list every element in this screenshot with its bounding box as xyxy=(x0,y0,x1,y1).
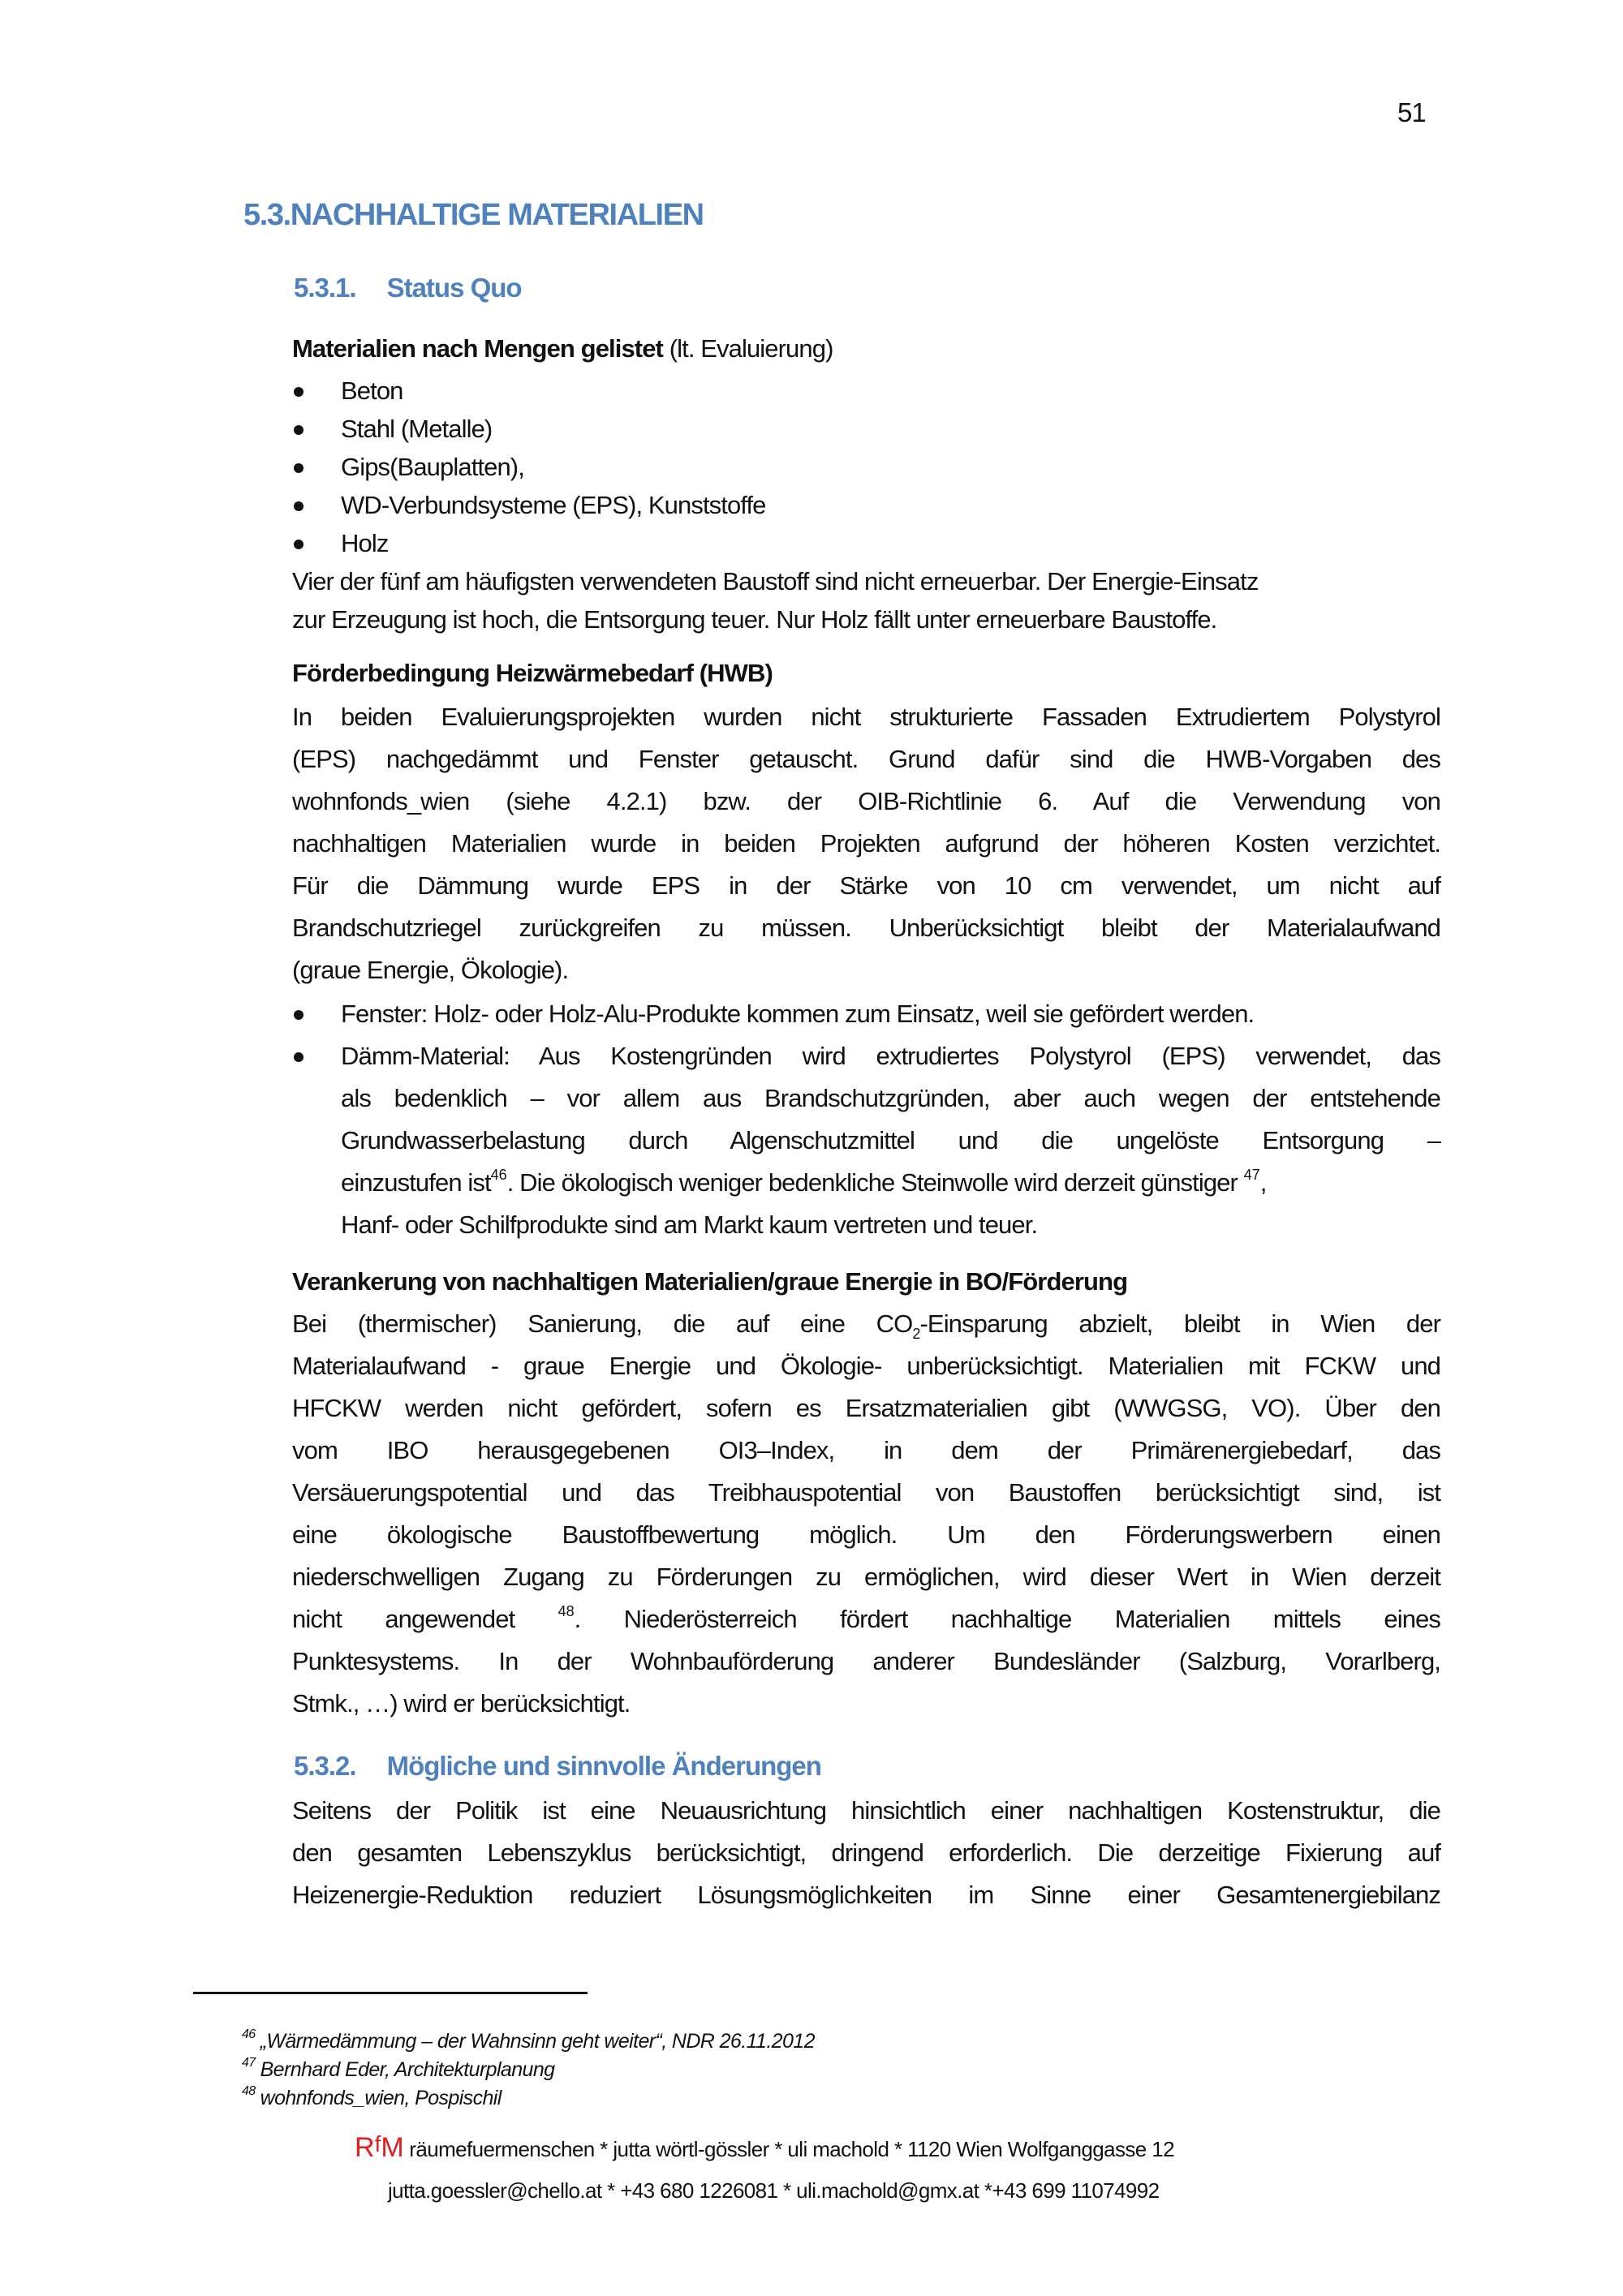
section-title: NACHHALTIGE MATERIALIEN xyxy=(290,198,704,232)
footer-contact-line: jutta.goessler@chello.at * +43 680 1226081 * uli.machold@gmx.at *+43 699 11074992 xyxy=(388,2178,1160,2203)
hwb-heading: Förderbedingung Heizwärmebedarf (HWB) xyxy=(292,659,773,687)
list-item: Gips(Bauplatten), xyxy=(341,453,524,481)
paragraph-line: eine ökologische Baustoffbewertung möglich. Um den Förderungswerbern einen xyxy=(292,1520,1440,1549)
subsection-heading-status-quo xyxy=(294,273,522,303)
footer-address-line xyxy=(355,2132,1174,2164)
text-run: . Niederösterreich fördert nachhaltige Materialien mittels eines xyxy=(574,1605,1440,1633)
footnote-separator xyxy=(193,1992,588,1994)
list-item-daemm-line: als bedenklich – vor allem aus Brandschutzgründen, aber auch wegen der entstehende xyxy=(341,1084,1440,1112)
text-run: -Einsparung abzielt, bleibt in Wien der xyxy=(919,1309,1440,1338)
list-item-daemm-line xyxy=(341,1167,1266,1202)
subsection-number: 5.3.1. xyxy=(294,273,356,303)
logo-m: M xyxy=(381,2132,404,2163)
page-number: 51 xyxy=(1397,97,1426,127)
subsection-title: Mögliche und sinnvolle Änderungen xyxy=(386,1751,821,1781)
list-item: WD-Verbundsysteme (EPS), Kunststoffe xyxy=(341,491,766,519)
bullet-icon xyxy=(294,1010,304,1020)
footnote-text: wohnfonds_wien, Pospischil xyxy=(260,2087,502,2109)
paragraph-line: Für die Dämmung wurde EPS in der Stärke von 10 cm verwendet, um nicht auf xyxy=(292,871,1440,900)
subscript: 2 xyxy=(912,1326,920,1342)
paragraph-line: Versäuerungspotential und das Treibhauspotential von Baustoffen berücksichtigt sind, ist xyxy=(292,1478,1440,1507)
list-item-fenster: Fenster: Holz- oder Holz-Alu-Produkte kommen zum Einsatz, weil sie gefördert werden. xyxy=(341,1000,1255,1028)
footnote-46 xyxy=(242,2027,815,2053)
paragraph-line: Materialaufwand - graue Energie und Ökologie- unberücksichtigt. Materialien mit FCKW und xyxy=(292,1352,1440,1380)
paragraph-line: vom IBO herausgegebenen OI3–Index, in dem der Primärenergiebedarf, das xyxy=(292,1436,1440,1464)
materials-heading-note: (lt. Evaluierung) xyxy=(662,334,833,363)
footnote-ref-46[interactable]: 46 xyxy=(490,1167,507,1183)
footnote-text: „Wärmedämmung – der Wahnsinn geht weiter“, NDR 26.11.2012 xyxy=(260,2030,815,2053)
text-run: . Die ökologisch weniger bedenkliche Steinwolle wird derzeit günstiger xyxy=(506,1168,1244,1197)
footnote-ref-48[interactable]: 48 xyxy=(558,1603,575,1619)
paragraph-line: Punktesystems. In der Wohnbauförderung anderer Bundesländer (Salzburg, Vorarlberg, xyxy=(292,1647,1440,1675)
footnote-number: 46 xyxy=(242,2027,256,2041)
footnote-47 xyxy=(242,2058,554,2082)
list-item-daemm-line: Grundwasserbelastung durch Algenschutzmittel und die ungelöste Entsorgung – xyxy=(341,1126,1440,1154)
materials-heading xyxy=(292,333,833,365)
company-logo xyxy=(355,2132,404,2163)
list-item-daemm-line: Hanf- oder Schilfprodukte sind am Markt kaum vertreten und teuer. xyxy=(341,1210,1038,1239)
paragraph-line: wohnfonds_wien (siehe 4.2.1) bzw. der OIB-Richtlinie 6. Auf die Verwendung von xyxy=(292,787,1440,815)
list-item-daemm-line: Dämm-Material: Aus Kostengründen wird extrudiertes Polystyrol (EPS) verwendet, das xyxy=(341,1042,1440,1070)
list-item: Stahl (Metalle) xyxy=(341,415,493,443)
paragraph-line xyxy=(292,1603,1440,1639)
paragraph-line: Heizenergie-Reduktion reduziert Lösungsmöglichkeiten im Sinne einer Gesamtenergiebilanz xyxy=(292,1881,1440,1909)
bullet-icon xyxy=(294,540,304,549)
text-run: einzustufen ist xyxy=(341,1168,491,1197)
materials-heading-bold: Materialien nach Mengen gelistet xyxy=(292,334,663,363)
paragraph-line: In beiden Evaluierungsprojekten wurden nicht strukturierte Fassaden Extrudiertem Polystyrol xyxy=(292,703,1440,731)
bullet-icon xyxy=(294,425,304,435)
footnote-text: Bernhard Eder, Architekturplanung xyxy=(260,2058,555,2081)
paragraph-line: zur Erzeugung ist hoch, die Entsorgung teuer. Nur Holz fällt unter erneuerbare Baustoffe. xyxy=(292,605,1217,634)
section-heading xyxy=(243,198,704,233)
bo-heading: Verankerung von nachhaltigen Materialien/graue Energie in BO/Förderung xyxy=(292,1267,1128,1296)
footer-address: räumefuermenschen * jutta wörtl-gössler * uli machold * 1120 Wien Wolfganggasse 12 xyxy=(403,2137,1174,2161)
paragraph-line: (graue Energie, Ökologie). xyxy=(292,956,569,984)
bullet-icon xyxy=(294,1052,304,1062)
paragraph-line: Seitens der Politik ist eine Neuausrichtung hinsichtlich einer nachhaltigen Kostenstruktur, die xyxy=(292,1796,1440,1825)
text-run: , xyxy=(1259,1168,1267,1197)
subsection-number: 5.3.2. xyxy=(294,1751,356,1781)
bullet-icon xyxy=(294,501,304,511)
list-item: Holz xyxy=(341,529,389,557)
paragraph-line xyxy=(292,1308,1440,1344)
bullet-icon xyxy=(294,463,304,473)
footnote-ref-47[interactable]: 47 xyxy=(1243,1167,1260,1183)
list-item: Beton xyxy=(341,376,403,405)
footnote-number: 47 xyxy=(242,2056,256,2070)
bullet-icon xyxy=(294,387,304,397)
paragraph-line: HFCKW werden nicht gefördert, sofern es Ersatzmaterialien gibt (WWGSG, VO). Über den xyxy=(292,1394,1440,1422)
subsection-title: Status Quo xyxy=(386,273,522,303)
paragraph-line: Brandschutzriegel zurückgreifen zu müssen. Unberücksichtigt bleibt der Materialaufwand xyxy=(292,914,1440,942)
footnote-48 xyxy=(242,2084,502,2110)
paragraph-line: den gesamten Lebenszyklus berücksichtigt, dringend erforderlich. Die derzeitige Fixierung auf xyxy=(292,1838,1440,1867)
paragraph-line: niederschwelligen Zugang zu Förderungen zu ermöglichen, wird dieser Wert in Wien derzeit xyxy=(292,1563,1440,1591)
paragraph-line: nachhaltigen Materialien wurde in beiden Projekten aufgrund der höheren Kosten verzichtet. xyxy=(292,829,1440,858)
logo-f: f xyxy=(374,2131,381,2156)
footnote-number: 48 xyxy=(242,2084,256,2098)
text-run: nicht angewendet xyxy=(292,1605,515,1633)
logo-r: R xyxy=(355,2132,375,2163)
paragraph-line: (EPS) nachgedämmt und Fenster getauscht. Grund dafür sind die HWB-Vorgaben des xyxy=(292,745,1440,773)
paragraph-line: Vier der fünf am häufigsten verwendeten Baustoff sind nicht erneuerbar. Der Energie-Einsatz xyxy=(292,567,1259,595)
paragraph-line: Stmk., …) wird er berücksichtigt. xyxy=(292,1689,631,1718)
section-number: 5.3. xyxy=(243,198,291,232)
text-run: Bei (thermischer) Sanierung, die auf eine CO xyxy=(292,1309,913,1338)
subsection-heading-changes xyxy=(294,1751,821,1782)
